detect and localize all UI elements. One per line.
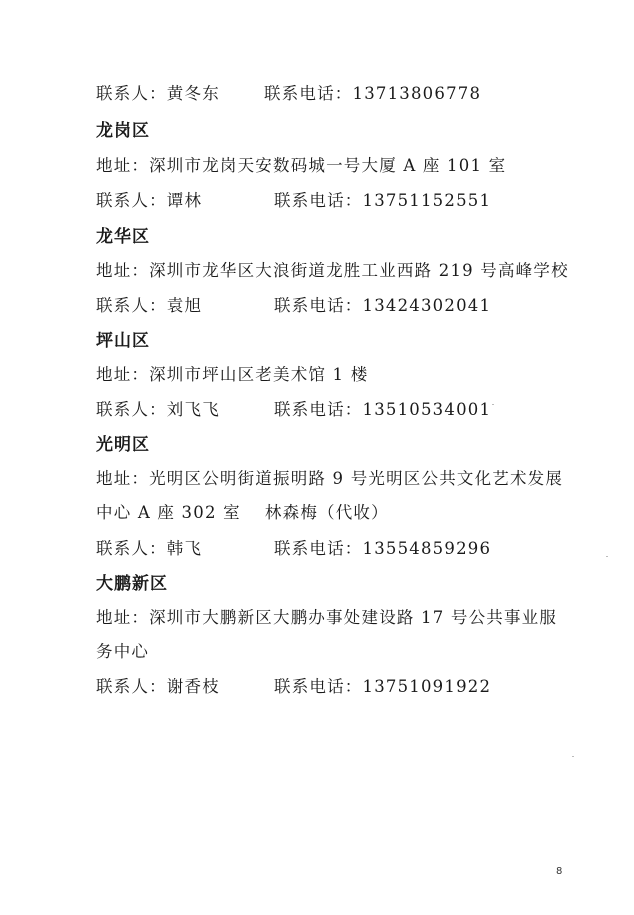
scan-speck <box>606 556 608 557</box>
contact-phone: 联系电话：13713806778 <box>264 84 482 103</box>
contact-phone: 联系电话：13751152551 <box>274 191 492 210</box>
contact-name: 联系人：袁旭 <box>96 296 203 315</box>
contact-row-dapeng <box>96 673 492 697</box>
contact-row-pingshan <box>96 396 492 420</box>
contact-name: 联系人：谭林 <box>96 191 203 210</box>
contact-phone: 联系电话：13554859296 <box>274 539 492 558</box>
address-guangming-line1: 地址：光明区公明街道振明路 9 号光明区公共文化艺术发展 <box>96 469 564 488</box>
contact-name: 联系人：谢香枝 <box>96 677 220 696</box>
contact-row-longgang <box>96 187 492 211</box>
contact-phone: 联系电话：13424302041 <box>274 296 492 315</box>
contact-row-longhua <box>96 292 492 316</box>
address-pingshan: 地址：深圳市坪山区老美术馆 1 楼 <box>96 365 369 384</box>
address-longgang: 地址：深圳市龙岗天安数码城一号大厦 A 座 101 室 <box>96 156 507 175</box>
district-heading-guangming: 光明区 <box>96 435 150 455</box>
district-heading-longhua: 龙华区 <box>96 227 150 247</box>
address-dapeng-line2: 务中心 <box>96 642 150 661</box>
contact-row-guangming <box>96 535 492 559</box>
contact-name: 联系人：黄冬东 <box>96 84 220 103</box>
contact-name: 联系人：刘飞飞 <box>96 400 220 419</box>
address-dapeng-line1: 地址：深圳市大鹏新区大鹏办事处建设路 17 号公共事业服 <box>96 608 558 627</box>
scan-speck <box>492 404 494 405</box>
contact-phone: 联系电话：13510534001 <box>274 400 492 419</box>
district-heading-dapeng: 大鹏新区 <box>96 574 168 594</box>
contact-phone: 联系电话：13751091922 <box>274 677 492 696</box>
scan-speck <box>572 756 574 757</box>
address-guangming-line2: 中心 A 座 302 室 林森梅（代收） <box>96 503 389 522</box>
district-heading-pingshan: 坪山区 <box>96 331 150 351</box>
contact-name: 联系人：韩飞 <box>96 539 203 558</box>
address-longhua: 地址：深圳市龙华区大浪街道龙胜工业西路 219 号高峰学校 <box>96 261 569 280</box>
contact-row-prev <box>96 80 482 104</box>
district-heading-longgang: 龙岗区 <box>96 121 150 141</box>
page-number: 8 <box>556 866 563 877</box>
